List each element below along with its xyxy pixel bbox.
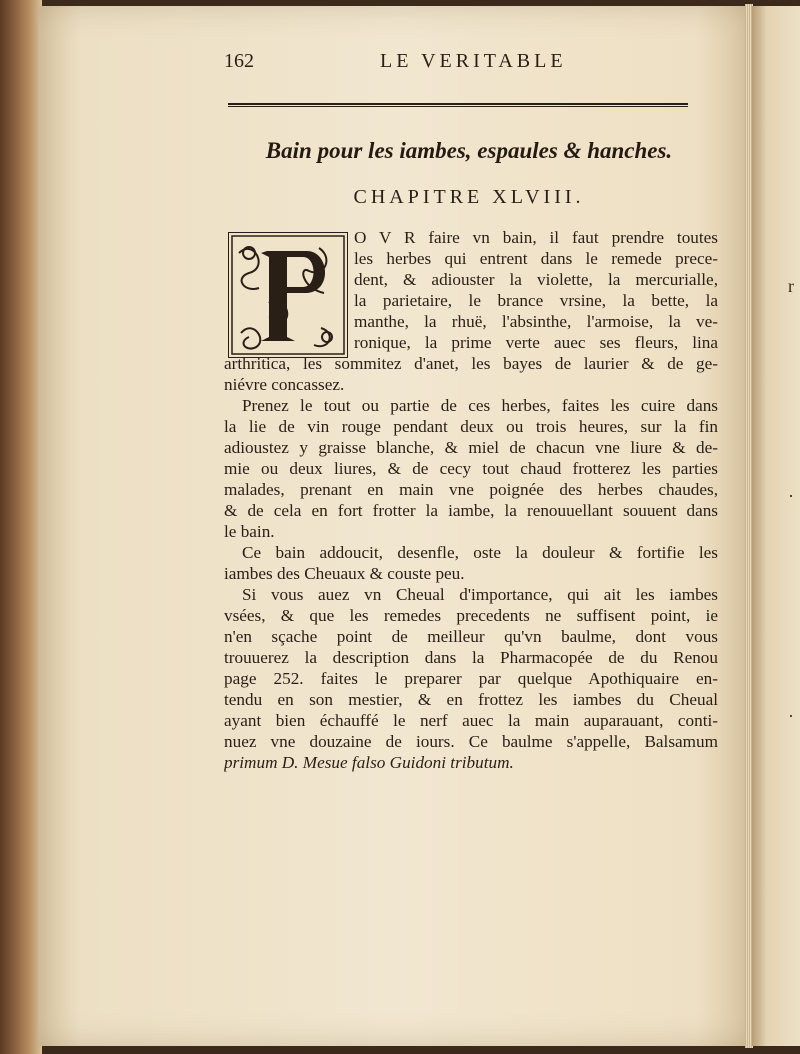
paragraph-line: & de cela en fort frotter la iambe, la renouuellant souuent dans [224,501,718,520]
paragraph-line: manthe, la rhuë, l'absinthe, l'armoise, la ve- [354,312,718,331]
paragraph-line: adioustez y graisse blanche, & miel de chacun vne liure & de- [224,438,718,457]
ornament-drop-cap-icon [229,233,347,357]
paragraph-line: niévre concassez. [224,375,345,394]
latin-citation: primum D. Mesue falso Guidoni tributum. [224,753,514,772]
paragraph-line: ronique, la prime verte auec ses fleurs, lina [354,333,718,352]
paragraph-line: mie ou deux liures, & de cecy tout chaud frotterez les parties [224,459,718,478]
paragraph-line: arthritica, les sommitez d'anet, les bayes de laurier & de ge- [224,354,718,373]
paragraph-line: la lie de vin rouge pendant deux ou trois heures, sur la fin [224,417,718,436]
paragraph-line: n'en sçache point de meilleur qu'vn baulme, dont vous [224,627,718,646]
book-binding-left [0,0,42,1054]
running-title: LE VERITABLE [380,50,567,72]
paragraph-line: la parietaire, le brance vrsine, la bette, la [354,291,718,310]
header-rule [228,103,688,107]
paragraph-line: vsées, & que les remedes precedents ne suffisent point, ie [224,606,718,625]
ornamental-drop-cap [228,232,348,358]
paragraph-line: page 252. faites le preparer par quelque Apothiquaire en- [224,669,718,688]
next-page-fragment: · [788,486,794,506]
paragraph-line: iambes des Cheuaux & couste peu. [224,564,465,583]
section-title: Bain pour les iambes, espaules & hanches. [265,138,673,163]
paragraph-line: nuez vne douzaine de iours. Ce baulme s'appelle, Balsamum [224,732,718,751]
next-page-fragment: r [788,276,794,296]
paragraph-line: ayant bien échauffé le nerf auec la main auparauant, conti- [224,711,718,730]
chapter-heading: CHAPITRE XLVIII. [353,186,585,208]
next-page-fragment: · [788,706,794,726]
paragraph-line: trouuerez la description dans la Pharmacopée de du Renou [224,648,718,667]
paragraph-line: tendu en son mestier, & en frottez les iambes du Cheual [224,690,718,709]
paragraph-line: les herbes qui entrent dans le remede prece- [354,249,718,268]
paragraph-line: Ce bain addoucit, desenfle, oste la douleur & fortifie les [242,543,718,562]
paragraph-line: Prenez le tout ou partie de ces herbes, faites les cuire dans [242,396,718,415]
page-number: 162 [224,50,254,72]
paragraph-line: le bain. [224,522,275,541]
paragraph-line: Si vous auez vn Cheual d'importance, qui ait les iambes [242,585,718,604]
paragraph-line: O V R faire vn bain, il faut prendre toutes [354,228,718,247]
paragraph-line: malades, prenant en main vne poignée des herbes chaudes, [224,480,718,499]
paragraph-line: dent, & adiouster la violette, la mercurialle, [354,270,718,289]
page-header [224,50,714,80]
next-page-edge [752,6,800,1046]
